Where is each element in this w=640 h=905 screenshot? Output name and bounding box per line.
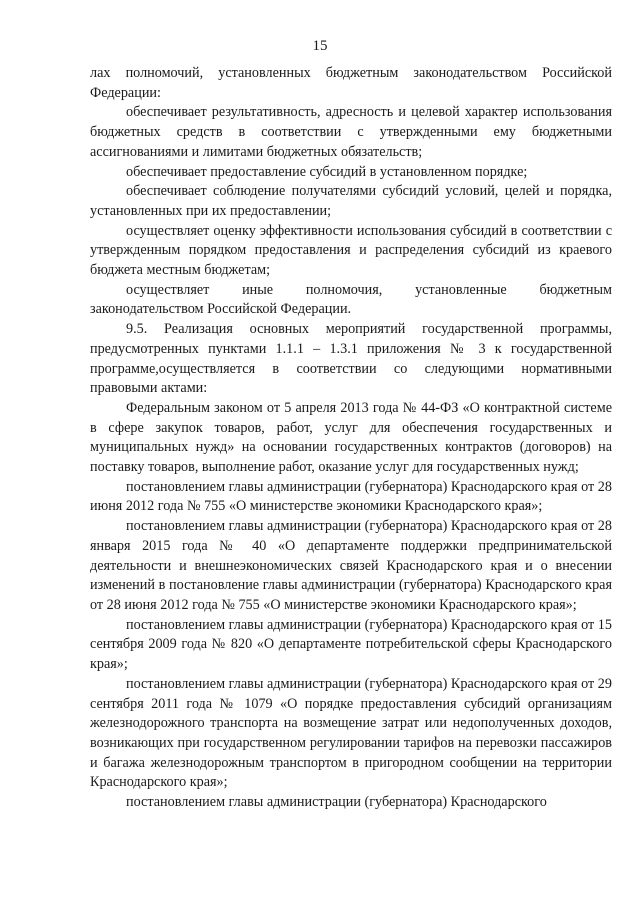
paragraph: осуществляет оценку эффективности использования субсидий в соответствии с утвержденным порядком предоставления и распределения субсидий из краевого бюджета местным бюджетам; [90,222,612,279]
page-number: 15 [312,38,328,54]
paragraph: Федеральным законом от 5 апреля 2013 года № 44-ФЗ «О контрактной системе в сфере закупок товаров, работ, услуг для обеспечения государственных и муниципальных нужд» на основании государственных контрактов (договоров) на поставку товаров, выполнение работ, оказание услуг для государственных нужд; [90,399,612,476]
paragraph: обеспечивает предоставление субсидий в установленном порядке; [126,163,528,180]
paragraph: постановлением главы администрации (губернатора) Краснодарского [126,794,547,811]
paragraph: обеспечивает соблюдение получателями субсидий условий, целей и порядка, установленных при их предоставлении; [90,183,612,219]
paragraph: лах полномочий, установленных бюджетным законодательством Российской Федерации: [90,65,612,101]
document-body [90,64,612,813]
paragraph: постановлением главы администрации (губернатора) Краснодарского края от 28 июня 2012 года № 755 «О министерстве экономики Краснодарского края»; [90,478,612,515]
paragraph: 9.5. Реализация основных мероприятий государственной программы, предусмотренных пунктами 1.1.1 – 1.3.1 приложения № 3 к государственной программе,осуществляется в соответствии со следующими нормативными правовыми актами: [90,321,612,397]
paragraph: осуществляет иные полномочия, установленные бюджетным законодательством Российской Федерации. [90,281,612,318]
paragraph: постановлением главы администрации (губернатора) Краснодарского края от 15 сентября 2009 года № 820 «О департаменте потребительской сферы Краснодарского края»; [90,616,612,673]
paragraph: обеспечивает результативность, адресность и целевой характер использования бюджетных средств в соответствии с утвержденными ему бюджетными ассигнованиями и лимитами бюджетных обязательств; [90,104,612,160]
paragraph: постановлением главы администрации (губернатора) Краснодарского края от 29 сентября 2011 года № 1079 «О порядке предоставления субсидий организациям железнодорожного транспорта на возмещение затрат или недополученных доходов, возникающих при государственном регулировании тарифов на перевозки пассажиров и багажа железнодорожным транспортом в пригородном сообщении на территории Краснодарского края»; [90,675,612,791]
paragraph: постановлением главы администрации (губернатора) Краснодарского края от 28 января 2015 года № 40 «О департаменте поддержки предпринимательской деятельности и внешнеэкономических связей Краснодарского края и о внесении изменений в постановление главы администрации (губернатора) Краснодарского края от 28 июня 2012 года № 755 «О министерстве экономики Краснодарского края»; [90,518,612,613]
